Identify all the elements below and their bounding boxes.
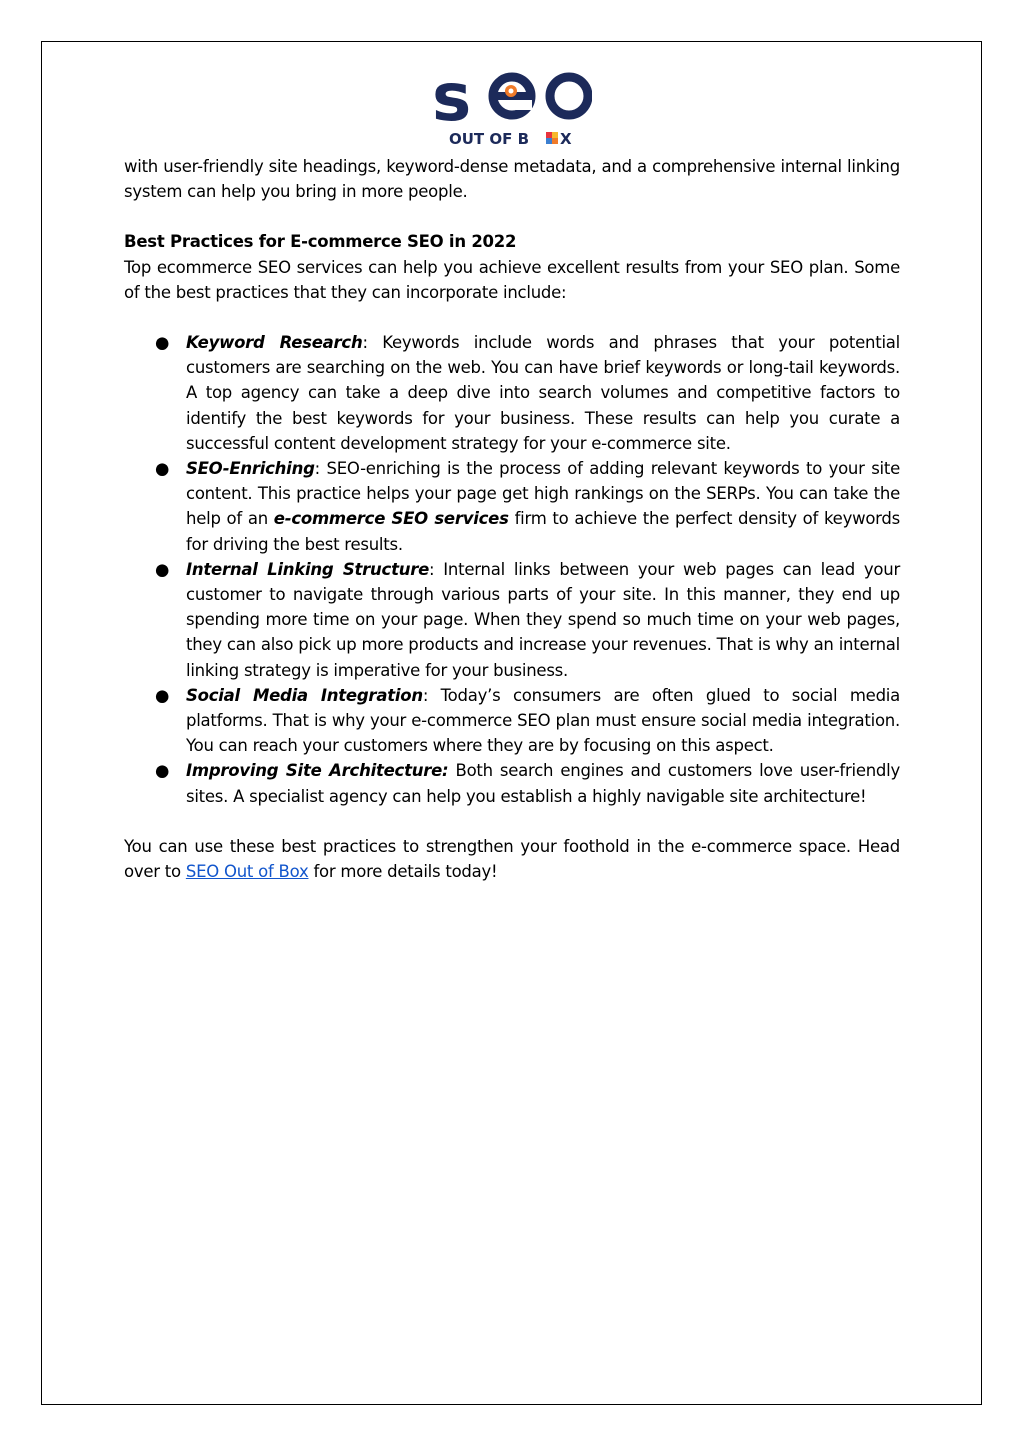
bullet-icon: ● — [155, 559, 170, 579]
bullet-term: Social Media Integration — [186, 685, 423, 705]
bullet-term: SEO-Enriching — [186, 459, 315, 479]
bullet-icon: ● — [155, 685, 170, 705]
bullet-text: Today’s consumers are often glued to social media platforms. That is why your e-commerce SEO plan must ensure social media integration. You can reach your customers where they are by focusing on this aspect. — [186, 685, 900, 756]
svg-text:s: s — [432, 64, 470, 136]
svg-text:OUT OF B: OUT OF B — [449, 130, 530, 148]
list-item: ● Keyword Research: Keywords include words and phrases that your potential customers are searching on the web. You can have brief keywords or long-tail keywords. A top agency can take a deep dive into search volumes and competitive factors to identify the best keywords for your business. These results can help you curate a successful content development strategy for your e-commerce site. — [124, 330, 900, 456]
intro-paragraph: with user-friendly site headings, keyword-dense metadata, and a comprehensive internal linking system can help you bring in more people. — [124, 157, 900, 202]
bullet-term: Keyword Research — [186, 333, 363, 353]
bullet-term: Internal Linking Structure — [186, 559, 430, 579]
list-item: ● Social Media Integration: Today’s consumers are often glued to social media platforms. That is why your e-commerce SEO plan must ensure social media integration. You can reach your customers where they are by focusing on this aspect. — [124, 683, 900, 759]
seo-out-of-box-link[interactable]: SEO Out of Box — [185, 862, 309, 882]
bullet-text: Internal links between your web pages can lead your customer to navigate through various parts of your site. In this manner, they end up spending more time on your page. When they spend so much time on your web pages, they can also pick up more products and increase your revenues. That is why an internal linking strategy is imperative for your business. — [186, 559, 900, 680]
list-item — [124, 758, 900, 808]
list-item: ● Internal Linking Structure: Internal links between your web pages can lead your customer to navigate through various parts of your site. In this manner, they end up spending more time on your page. When they spend so much time on your web pages, they can also pick up more products and increase your revenues. That is why an internal linking strategy is imperative for your business. — [124, 557, 900, 683]
bullet-text: Both search engines and customers love user-friendly sites. A specialist agency can help you establish a highly navigable site architecture! — [186, 761, 901, 806]
document-body — [124, 154, 900, 884]
best-practices-list — [124, 330, 900, 809]
closing-paragraph: You can use these best practices to strengthen your foothold in the e-commerce space. Head over to SEO Out of Box for more details today! — [124, 836, 900, 882]
bullet-icon: ● — [155, 333, 170, 353]
bullet-text: Keywords include words and phrases that your potential customers are searching on the web. You can have brief keywords or long-tail keywords. A top agency can take a deep dive into search volumes and competitive factors to identify the best keywords for your business. These results can help you curate a successful content development strategy for your e-commerce site. — [186, 333, 900, 453]
bullet-icon: ● — [155, 761, 170, 781]
bullet-icon: ● — [155, 459, 170, 479]
box-icon — [546, 132, 558, 144]
svg-text:X: X — [560, 130, 572, 148]
section-lead-paragraph: Top ecommerce SEO services can help you achieve excellent results from your SEO plan. Some of the best practices that they can incorporate include: — [124, 257, 900, 302]
list-item: ● SEO-Enriching: SEO-enriching is the process of adding relevant keywords to your site content. This practice helps your page get high rankings on the SERPs. You can take the help of an e-commerce SEO services firm to achieve the perfect density of keywords for driving the best results. — [124, 456, 900, 557]
section-heading: Best Practices for E-commerce SEO in 2022 — [124, 232, 517, 252]
seo-out-of-box-logo — [432, 64, 592, 148]
bullet-term: Improving Site Architecture: — [186, 761, 449, 781]
bullet-text: SEO-enriching is the process of adding relevant keywords to your site content. This practice helps your page get high rankings on the SERPs. You can take the help of an — [186, 459, 900, 529]
emphasis-text: e-commerce SEO services — [273, 509, 509, 529]
